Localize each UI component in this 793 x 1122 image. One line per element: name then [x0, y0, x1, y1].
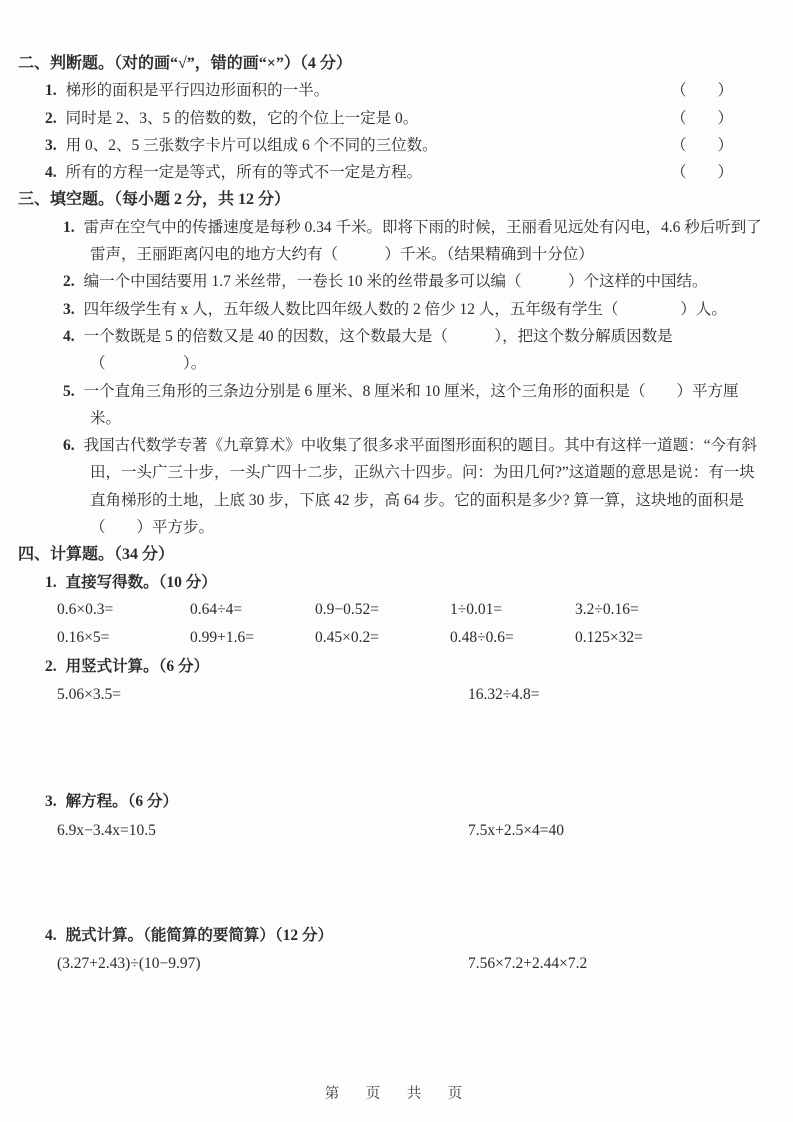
equation-row: [18, 816, 763, 845]
math-expression: 0.9−0.52=: [315, 600, 379, 618]
question-text: 雷声在空气中的传播速度是每秒 0.34 千米。即将下雨的时候，王丽看见远处有闪电，4.6 秒后听到了雷声，王丽距离闪电的地方大约有（ ）千米。（结果精确到十分位）: [83, 218, 762, 264]
stepwise-calc-row: [18, 949, 763, 978]
math-expression: 6.9x−3.4x=10.5: [57, 821, 156, 839]
fill-item-2: [18, 268, 763, 295]
answer-bracket: （ ）: [670, 164, 733, 182]
math-expression: 7.5x+2.5×4=40: [468, 821, 564, 839]
direct-calc-heading: [18, 569, 763, 596]
fill-item-4: [18, 323, 763, 378]
working-space: [18, 845, 763, 922]
question-number: 2.: [45, 109, 57, 127]
question-number: 1.: [45, 82, 57, 100]
question-text: 一个直角三角形的三条边分别是 6 厘米、8 厘米和 10 厘米，这个三角形的面积是（ ）平方厘米。: [83, 382, 739, 427]
stepwise-calc-heading: [18, 922, 763, 949]
math-expression: 3.2÷0.16=: [575, 600, 639, 618]
answer-bracket: （ ）: [670, 82, 733, 100]
math-expression: (3.27+2.43)÷(10−9.97): [57, 954, 201, 972]
question-number: 4.: [45, 164, 57, 182]
judgment-item-2: [18, 105, 763, 132]
question-number: 1.: [63, 218, 75, 236]
judgment-item-4: [18, 159, 763, 186]
section-calculation: [18, 541, 763, 977]
subsection-title: 用竖式计算。（6 分）: [65, 657, 210, 675]
question-number: 3.: [45, 793, 57, 811]
judgment-item-1: [18, 77, 763, 104]
fill-item-6: [18, 432, 763, 541]
math-expression: 0.6×0.3=: [57, 600, 114, 618]
fill-item-3: [18, 296, 763, 323]
question-number: 1.: [45, 573, 57, 591]
question-text: 用 0、2、5 三张数字卡片可以组成 6 个不同的三位数。: [65, 136, 438, 154]
math-expression: 0.48÷0.6=: [450, 629, 514, 647]
section-fill-blank: [18, 186, 763, 541]
question-number: 4.: [45, 926, 57, 944]
question-number: 2.: [45, 657, 57, 675]
math-expression: 7.56×7.2+2.44×7.2: [468, 954, 588, 972]
section-judgment-heading: 二、判断题。（对的画“√”，错的画“×”）（4 分）: [18, 55, 352, 72]
subsection-title: 解方程。（6 分）: [65, 793, 179, 811]
section-judgment: [18, 50, 763, 186]
question-text: 编一个中国结要用 1.7 米丝带，一卷长 10 米的丝带最多可以编（ ）个这样的中国结。: [83, 273, 708, 291]
question-number: 2.: [63, 273, 75, 291]
math-expression: 0.45×0.2=: [315, 629, 379, 647]
section-calculation-heading: 四、计算题。（34 分）: [18, 546, 175, 564]
question-text: 一个数既是 5 的倍数又是 40 的因数，这个数最大是（ ），把这个数分解质因数是（ ）。: [83, 327, 673, 373]
equation-heading: [18, 788, 763, 815]
working-space: [18, 709, 763, 788]
judgment-item-3: [18, 132, 763, 159]
question-text: 我国古代数学专著《九章算术》中收集了很多求平面图形面积的题目。其中有这样一道题：“今有斜田，一头广三十步，一头广四十二步，正纵六十四步。问：为田几何?”这道题的意思是说：有一块直角梯形的土地，上底 30 步，下底 42 步，高 64 步。它的面积是多少? 算一算，这块地的面积是（ ）平方步。: [83, 437, 758, 537]
vertical-calc-heading: [18, 653, 763, 680]
math-expression: 16.32÷4.8=: [468, 686, 540, 704]
question-text: 梯形的面积是平行四边形面积的一半。: [65, 82, 330, 100]
fill-item-1: [18, 214, 763, 269]
question-text: 所有的方程一定是等式，所有的等式不一定是方程。: [65, 164, 423, 182]
math-expression: 0.99+1.6=: [190, 629, 254, 647]
question-number: 4.: [63, 327, 75, 345]
math-expression: 0.125×32=: [575, 629, 643, 647]
math-expression: 0.16×5=: [57, 629, 110, 647]
fill-item-5: [18, 378, 763, 433]
answer-bracket: （ ）: [670, 136, 733, 154]
question-text: 同时是 2、3、5 的倍数的数，它的个位上一定是 0。: [65, 109, 419, 127]
subsection-title: 脱式计算。（能简算的要简算）（12 分）: [65, 926, 334, 944]
vertical-calc-row: [18, 680, 763, 709]
section-fill-blank-heading: 三、填空题。（每小题 2 分，共 12 分）: [18, 191, 291, 209]
math-expression: 1÷0.01=: [450, 600, 503, 618]
math-expression: 0.64÷4=: [190, 600, 243, 618]
page-footer: 第 页 共 页: [324, 1085, 469, 1102]
subsection-title: 直接写得数。（10 分）: [65, 573, 217, 591]
direct-calc-grid: [18, 596, 763, 653]
question-number: 5.: [63, 382, 75, 400]
question-number: 3.: [45, 136, 57, 154]
math-expression: 5.06×3.5=: [57, 686, 121, 704]
question-number: 3.: [63, 300, 75, 318]
question-number: 6.: [63, 437, 75, 455]
question-text: 四年级学生有 x 人，五年级人数比四年级人数的 2 倍少 12 人，五年级有学生（ ）人。: [83, 300, 727, 318]
answer-bracket: （ ）: [670, 109, 733, 127]
